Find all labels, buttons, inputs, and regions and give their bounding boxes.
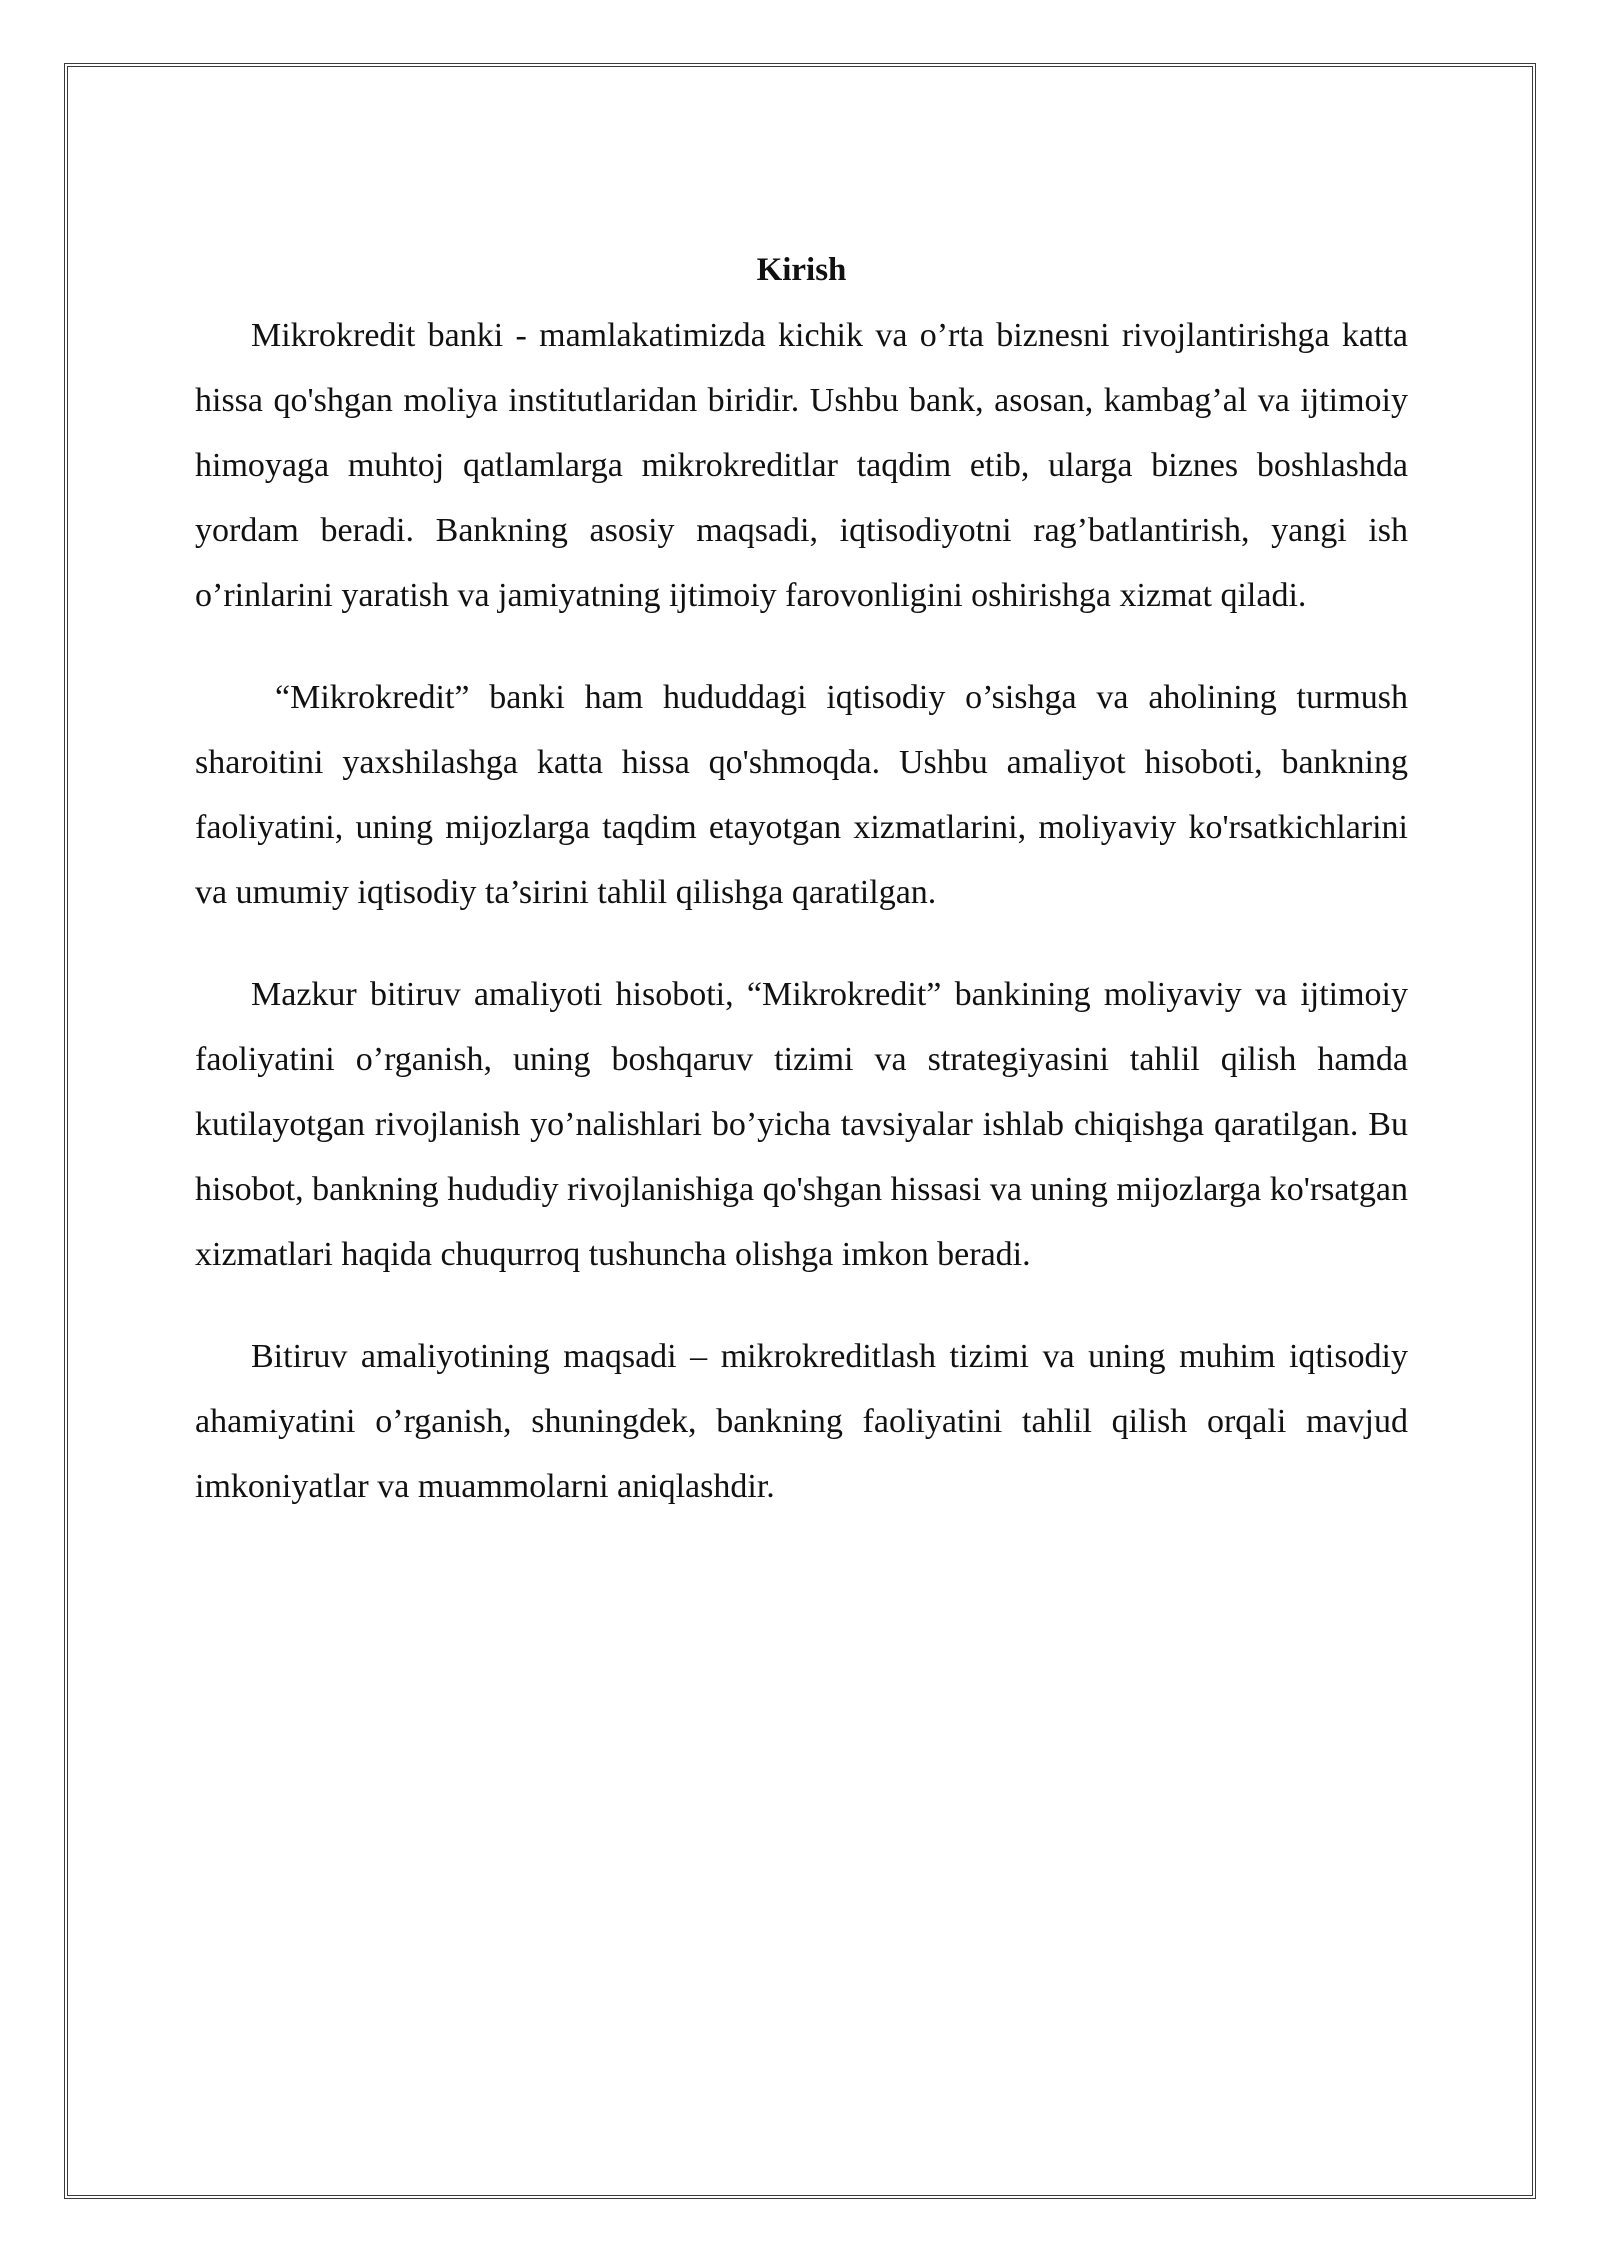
document-body — [195, 245, 1408, 1556]
paragraph-practice-goal: Bitiruv amaliyotining maqsadi – mikrokreditlash tizimi va uning muhim iqtisodiy ahamiyatini o’rganish, shuningdek, bankning faoliyatini tahlil qilish orqali mavjud imkoniyatlar va muammolarni aniqlashdir. — [195, 1338, 1408, 1505]
paragraph-report-scope: “Mikrokredit” banki ham hududdagi iqtisodiy o’sishga va aholining turmush sharoitini yaxshilashga katta hissa qo'shmoqda. Ushbu amaliyot hisoboti, bankning faoliyatini, uning mijozlarga taqdim etayotgan xizmatlarini, moliyaviy ko'rsatkichlarini va umumiy iqtisodiy ta’sirini tahlil qilishga qaratilgan. — [195, 679, 1408, 911]
section-title: Kirish — [756, 252, 847, 288]
paragraph-report-purpose: Mazkur bitiruv amaliyoti hisoboti, “Mikrokredit” bankining moliyaviy va ijtimoiy faoliyatini o’rganish, uning boshqaruv tizimi va strategiyasini tahlil qilish hamda kutilayotgan rivojlanish yo’nalishlari bo’yicha tavsiyalar ishlab chiqishga qaratilgan. Bu hisobot, bankning hududiy rivojlanishiga qo'shgan hissasi va uning mijozlarga ko'rsatgan xizmatlari haqida chuqurroq tushuncha olishga imkon beradi. — [195, 976, 1408, 1273]
paragraph-intro: Mikrokredit banki - mamlakatimizda kichik va o’rta biznesni rivojlantirishga katta hissa qo'shgan moliya institutlaridan biridir. Ushbu bank, asosan, kambag’al va ijtimoiy himoyaga muhtoj qatlamlarga mikrokreditlar taqdim etib, ularga biznes boshlashda yordam beradi. Bankning asosiy maqsadi, iqtisodiyotni rag’batlantirish, yangi ish o’rinlarini yaratish va jamiyatning ijtimoiy farovonligini oshirishga xizmat qiladi. — [195, 317, 1408, 614]
